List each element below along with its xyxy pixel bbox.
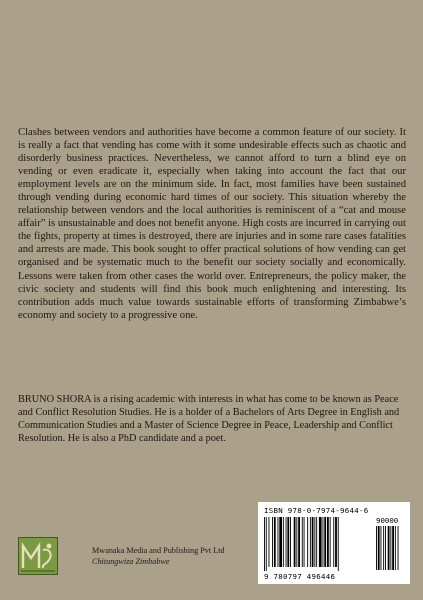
barcode-bar xyxy=(388,526,390,570)
addon-barcode-bars xyxy=(376,526,404,572)
barcode-bar xyxy=(324,517,326,567)
back-cover-blurb: Clashes between vendors and authorities have become a common feature of our society. It is really a fact that vending has come with it some undesirable effects such as chaotic and disorderly business practices. Nevertheless, we cannot afford to turn a blind eye on vending or even eradicate it, especially when taking into account the fact that our employment levels are on the minimum side. In fact, most families have been sustained through vending during economic hard times of our society. This situation whereby the relationship between vendors and the local authorities is reminiscent of a “cat and mouse affair” is unsustainable and does not benefit anyone. High costs are incurred in carrying out the fights, property at times is destroyed, there are injuries and in some rare cases fatalities and arrests are made. This book sought to offer practical solutions of how vending can get organised and be systematic much to the benefit our society socially and economically. Lessons were taken from other cases the world over. Entrepreneurs, the policy maker, the civic society and students will find this book much enlightening and interesting. Its contribution adds much value towards sustainable efforts of transforming Zimbabwe’s economy and society to a progressive one. xyxy=(18,127,406,321)
barcode-bar xyxy=(290,517,291,567)
barcode-bar xyxy=(383,526,384,570)
isbn-label: ISBN 978-0-7974-9644-6 xyxy=(264,506,369,515)
barcode-bar xyxy=(310,517,311,567)
barcode-bar xyxy=(381,526,382,570)
barcode-bar xyxy=(274,517,276,567)
barcode-bar xyxy=(304,517,305,567)
ean-barcode-bars xyxy=(264,517,370,573)
barcode-bar xyxy=(385,526,386,570)
publisher-name: Mwanaka Media and Publishing Pvt Ltd xyxy=(92,546,225,555)
isbn-barcode xyxy=(258,502,410,584)
publisher-logo-icon xyxy=(18,537,58,575)
barcode-bar xyxy=(279,517,282,567)
barcode-bar xyxy=(264,517,265,571)
barcode-bar xyxy=(398,526,399,570)
barcode-bar xyxy=(323,517,324,567)
publisher-block xyxy=(18,537,225,575)
barcode-bar xyxy=(298,517,300,567)
barcode-bar xyxy=(327,517,329,567)
barcode-bar xyxy=(333,517,334,567)
barcode-bar xyxy=(335,517,337,567)
barcode-bar xyxy=(294,517,296,567)
barcode-bar xyxy=(378,526,380,570)
barcode-bar xyxy=(286,517,287,567)
barcode-bar xyxy=(278,517,279,567)
publisher-text xyxy=(92,545,225,567)
barcode-bar xyxy=(283,517,284,567)
barcode-bar xyxy=(312,517,314,567)
barcode-bar xyxy=(392,526,394,570)
barcode-bar xyxy=(338,517,339,571)
barcode-bar xyxy=(316,517,317,567)
barcode-bar xyxy=(376,526,377,570)
ean-digits: 9 780797 496446 xyxy=(264,572,336,581)
barcode-bar xyxy=(296,517,297,567)
barcode-bar xyxy=(302,517,303,567)
publisher-location: Chitungwiza Zimbabwe xyxy=(92,557,170,566)
barcode-bar xyxy=(269,517,270,567)
barcode-bar xyxy=(287,517,289,567)
barcode-bar xyxy=(314,517,315,567)
barcode-bar xyxy=(307,517,308,567)
barcode-bar xyxy=(266,517,267,571)
price-code: 90000 xyxy=(376,516,399,525)
barcode-bar xyxy=(272,517,273,567)
barcode-bar xyxy=(390,526,391,570)
barcode-bar xyxy=(330,517,331,567)
barcode-bar xyxy=(319,517,322,567)
barcode-bar xyxy=(395,526,396,570)
author-bio: BRUNO SHORA is a rising academic with interests in what has come to be known as Peace and Conflict Resolution Studies. He is a holder of a Bachelors of Arts Degree in English and Communication Studies and a Master of Science Degree in Peace, Leadership and Conflict Resolution. He is also a PhD candidate and a poet. xyxy=(18,394,400,445)
